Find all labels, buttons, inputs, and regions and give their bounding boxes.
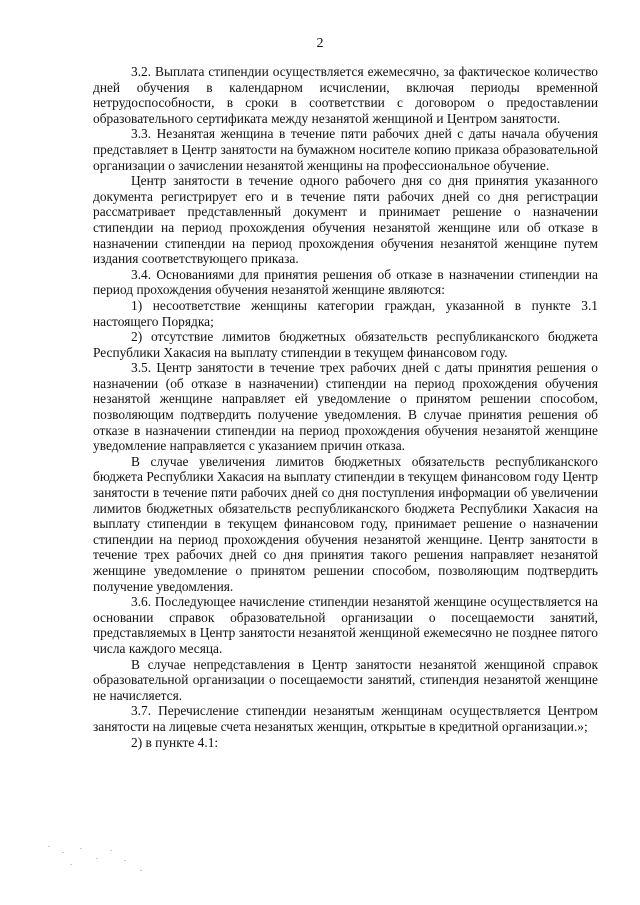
paragraph-3-3: 3.3. Незанятая женщина в течение пяти рабочих дней с даты начала обучения представляет в Центр занятости на бумажном носителе копию приказа образовательной организации о зачислении незанятой женщины на профессиональное обучение. [93, 126, 598, 173]
list-item-1: 1) несоответствие женщины категории граждан, указанной в пункте 3.1 настоящего Порядка; [93, 297, 598, 329]
paragraph-limits-increase: В случае увеличения лимитов бюджетных обязательств республиканского бюджета Республики Хакасия на выплату стипендии в текущем финансовом году Центр занятости в течение пяти рабочих дней со дня поступления информации об увеличении лимитов бюджетных обязательств республиканского бюджета Республики Хакасия на выплату стипендии в текущем финансовом году, принимает решение о назначении стипендии на период прохождения обучения незанятой женщине. Центр занятости в течение трех рабочих дней со дня принятия такого решения направляет незанятой женщине уведомление о принятом решении способом, позволяющим подтвердить получение уведомления. [93, 453, 598, 594]
paragraph-3-5: 3.5. Центр занятости в течение трех рабочих дней с даты принятия решения о назначении (об отказе в назначении) стипендии на период прохождения обучения незанятой женщине направляет ей уведомление о принятом решении способом, позволяющим подтвердить получение уведомления. В случае принятия решения об отказе в назначении стипендии на период прохождения обучения незанятой женщине уведомление направляется с указанием причин отказа. [93, 360, 598, 454]
paragraph-3-7: 3.7. Перечисление стипендии незанятым женщинам осуществляется Центром занятости на лицевые счета незанятых женщин, открытые в кредитной организации.»; [93, 703, 598, 734]
paragraph-registration: Центр занятости в течение одного рабочего дня со дня принятия указанного документа регистрирует его и в течение пяти рабочих дней со дня регистрации рассматривает представленный документ и принимает решение о назначении стипендии на период прохождения обучения незанятой женщине или об отказе в назначении стипендии на период прохождения обучения незанятой женщине путем издания соответствующего приказа. [93, 173, 598, 267]
paragraph-no-certificate: В случае непредставления в Центр занятости незанятой женщиной справок образовательной организации о посещаемости занятий, стипендия незанятой женщине не начисляется. [93, 656, 598, 703]
list-item-2: 2) отсутствие лимитов бюджетных обязательств республиканского бюджета Республики Хакасия на выплату стипендии в текущем финансовом году. [93, 329, 598, 360]
paragraph-3-4: 3.4. Основаниями для принятия решения об отказе в назначении стипендии на период прохождения обучения незанятой женщине являются: [93, 266, 598, 298]
paragraph-3-2: 3.2. Выплата стипендии осуществляется ежемесячно, за фактическое количество дней обучения в календарном исчислении, включая периоды временной нетрудоспособности, в сроки в соответствии с договором о предоставлении образовательного сертификата между незанятой женщиной и Центром занятости. [93, 64, 598, 126]
paragraph-3-6: 3.6. Последующее начисление стипендии незанятой женщине осуществляется на основании справок образовательной организации о посещаемости занятий, представляемых в Центр занятости незанятой женщиной ежемесячно не позднее пятого числа каждого месяца. [93, 594, 598, 656]
paragraph-point-4-1: 2) в пункте 4.1: [131, 734, 219, 750]
page-number: 2 [316, 36, 324, 51]
document-body [93, 64, 598, 750]
